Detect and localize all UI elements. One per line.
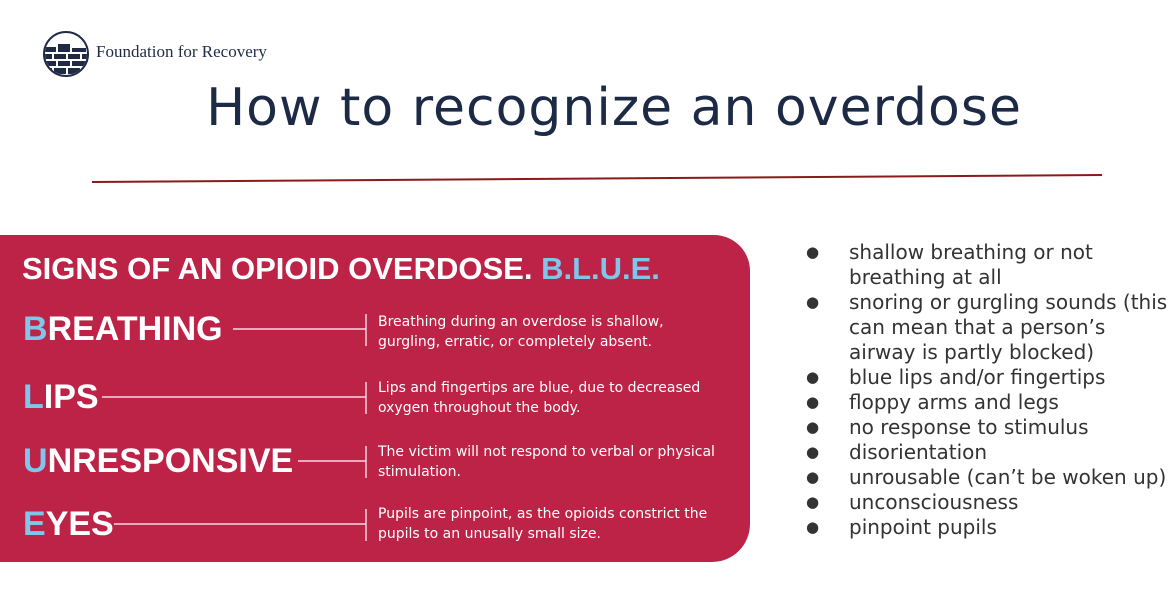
sign-unresponsive — [23, 442, 293, 481]
list-item-text: unrousable (can’t be woken up) — [849, 465, 1167, 489]
sign-rest: YES — [45, 505, 114, 543]
sign-rest: IPS — [43, 378, 99, 416]
bullet-icon: ● — [806, 243, 820, 261]
list-item-text: disorientation — [849, 440, 988, 464]
sign-breathing-description: Breathing during an overdose is shallow, gurgling, erratic, or completely absent. — [378, 314, 664, 350]
sign-lips — [23, 378, 99, 417]
sign-first-letter: E — [23, 505, 46, 543]
bullet-icon: ● — [806, 493, 820, 511]
list-item — [800, 290, 1170, 365]
card-title — [22, 251, 660, 287]
title-divider — [0, 0, 1171, 200]
page-title: How to recognize an overdose — [206, 78, 1022, 138]
bullet-icon: ● — [806, 368, 820, 386]
bullet-icon: ● — [806, 468, 820, 486]
bullet-icon: ● — [806, 418, 820, 436]
bullet-icon: ● — [806, 518, 820, 536]
sign-eyes — [23, 505, 114, 544]
sign-first-letter: U — [23, 442, 48, 480]
list-item — [800, 490, 1170, 515]
list-item — [800, 465, 1170, 490]
sign-first-letter: B — [23, 310, 48, 348]
sign-first-letter: L — [23, 378, 44, 416]
list-item-text: floppy arms and legs — [849, 390, 1059, 414]
list-item-text: shallow breathing or not breathing at all — [849, 240, 1093, 289]
symptom-list — [800, 240, 1170, 540]
list-item — [800, 515, 1170, 540]
card-title-acronym: B.L.U.E. — [541, 251, 660, 286]
sign-lips-description: Lips and fingertips are blue, due to decreased oxygen throughout the body. — [378, 380, 701, 416]
org-name: Foundation for Recovery — [96, 42, 267, 61]
sign-eyes-description: Pupils are pinpoint, as the opioids constrict the pupils to an unusally small size. — [378, 506, 708, 542]
list-item — [800, 415, 1170, 440]
sign-breathing — [23, 310, 223, 349]
list-item — [800, 390, 1170, 415]
card-title-main: SIGNS OF AN OPIOID OVERDOSE. — [22, 251, 533, 286]
blue-signs-card — [0, 235, 750, 562]
list-item-text: no response to stimulus — [849, 415, 1089, 439]
list-item — [800, 365, 1170, 390]
bullet-icon: ● — [806, 393, 820, 411]
list-item — [800, 240, 1170, 290]
list-item — [800, 440, 1170, 465]
list-item-text: pinpoint pupils — [849, 515, 997, 539]
sign-rest: REATHING — [47, 310, 223, 348]
bullet-icon: ● — [806, 443, 820, 461]
list-item-text: snoring or gurgling sounds (this can mean that a person’s airway is partly blocked) — [849, 290, 1168, 364]
sign-rest: NRESPONSIVE — [47, 442, 294, 480]
list-item-text: unconsciousness — [849, 490, 1019, 514]
sign-unresponsive-description: The victim will not respond to verbal or physical stimulation. — [378, 444, 715, 480]
bullet-icon: ● — [806, 293, 820, 311]
list-item-text: blue lips and/or fingertips — [849, 365, 1106, 389]
